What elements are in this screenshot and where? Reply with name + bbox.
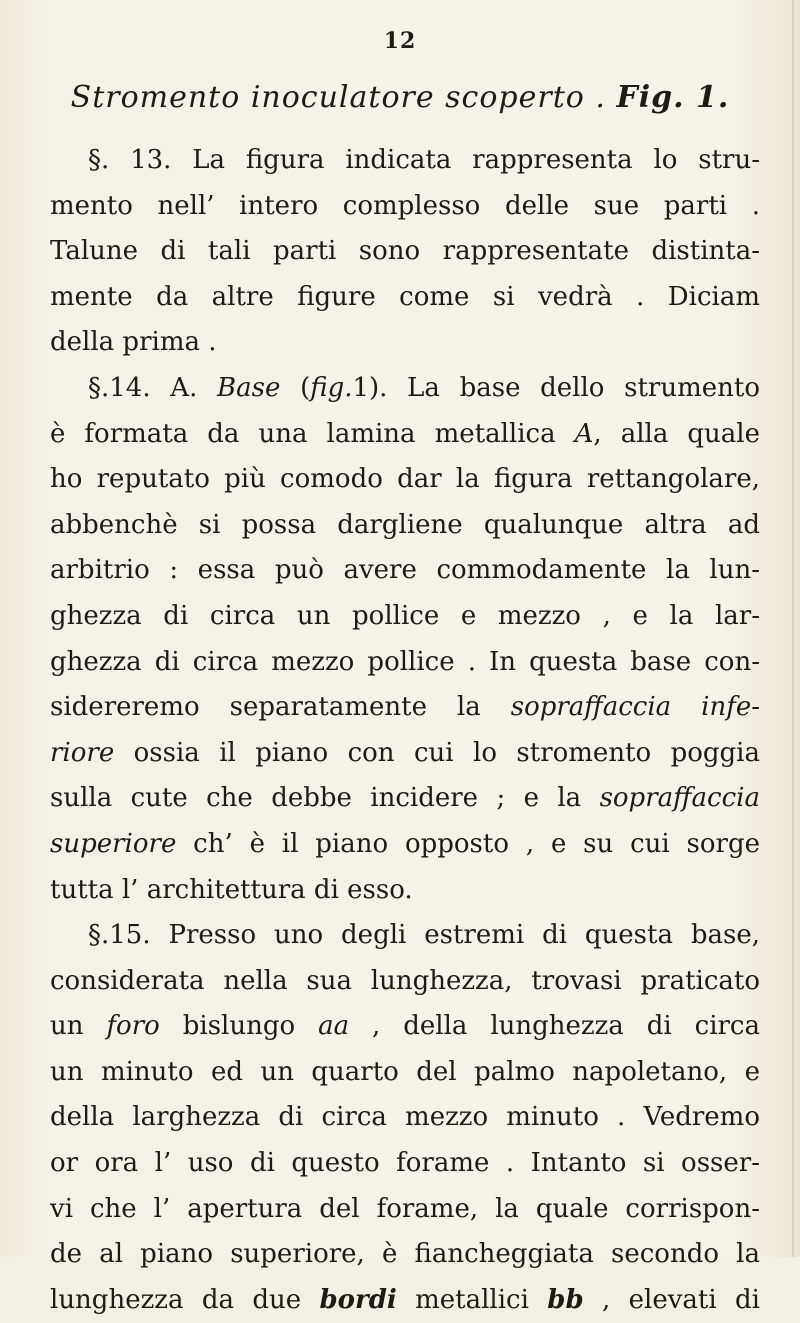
text-segment: mente da altre figure come si vedrà . Diciam [50,281,760,312]
emphasized-text: aa [318,1011,350,1042]
text-line [50,138,760,184]
text-segment: tutta l’ architettura di esso. [50,874,413,905]
text-segment: bislungo [159,1011,319,1042]
emphasized-text: superiore [50,828,177,859]
text-segment: ch’ è il piano opposto , e su cui sorge [176,828,760,859]
text-segment: §.15. Presso uno degli estremi di questa base, [88,920,760,951]
text-line [50,1232,760,1278]
text-line [50,1050,760,1096]
text-segment: considerata nella sua lunghezza, trovasi praticato [50,965,760,996]
text-line [50,776,760,822]
text-line [50,685,760,731]
text-line [50,1278,760,1323]
text-segment: sulla cute che debbe incidere ; e la [50,783,600,814]
body-text [50,138,760,1323]
heading-title: Stromento inoculatore scoperto . [70,80,617,115]
text-line [50,822,760,868]
text-line [50,1141,760,1187]
text-line [50,457,760,503]
text-segment: arbitrio : essa può avere commodamente la lun- [50,555,760,586]
emphasized-text: foro [106,1011,160,1042]
emphasized-text: riore [50,737,115,768]
text-line [50,868,760,914]
text-segment: ghezza di circa mezzo pollice . In questa base con- [50,646,760,677]
text-line [50,594,760,640]
section-heading [0,80,800,115]
text-segment: sidereremo separatamente la [50,692,511,723]
text-segment: vi che l’ apertura del forame, la quale corrispon- [50,1193,760,1224]
text-segment: abbenchè si possa dargliene qualunque altra ad [50,509,760,540]
text-segment: 1). La base dello strumento [352,372,760,403]
text-line [50,548,760,594]
text-segment: della larghezza di circa mezzo minuto . Vedremo [50,1102,760,1133]
text-segment: un minuto ed un quarto del palmo napoletano, e [50,1056,760,1087]
text-segment: ghezza di circa un pollice e mezzo , e la lar- [50,600,760,631]
text-line [50,959,760,1005]
text-line [50,1095,760,1141]
text-line [50,1187,760,1233]
text-line [50,184,760,230]
text-segment: or ora l’ uso di questo forame . Intanto si osser- [50,1148,760,1179]
emphasized-text: bb [547,1284,584,1315]
text-segment: Talune di tali parti sono rappresentate distinta- [50,236,760,267]
text-segment: è formata da una lamina metallica [50,418,575,449]
text-line [50,412,760,458]
text-segment: della prima . [50,327,217,358]
page-edge [792,0,794,1257]
text-segment: ho reputato più comodo dar la figura rettangolare, [50,464,760,495]
emphasized-text: Base [217,372,281,403]
text-line [50,1004,760,1050]
text-segment: metallici [396,1284,548,1315]
text-line [50,229,760,275]
emphasized-text: bordi [319,1284,397,1315]
text-segment: , elevati di [583,1284,760,1315]
text-segment: §.14. A. [88,372,218,403]
text-line [50,366,760,412]
text-segment: mento nell’ intero complesso delle sue parti . [50,190,760,221]
text-line [50,503,760,549]
text-segment: ( [280,372,311,403]
text-segment: , alla quale [593,418,760,449]
text-segment: un [50,1011,107,1042]
heading-fig-label: Fig. 1. [616,80,730,115]
emphasized-text: A [574,418,594,449]
text-segment: lunghezza da due [50,1284,320,1315]
text-line [50,320,760,366]
text-segment: §. 13. La figura indicata rappresenta lo stru- [88,145,760,175]
text-line [50,275,760,321]
page-number: 12 [383,28,417,54]
text-segment: ossia il piano con cui lo stromento poggia [114,737,760,768]
emphasized-text: sopraffaccia [599,783,760,814]
text-line [50,731,760,777]
emphasized-text: fig. [310,372,353,403]
emphasized-text: sopraffaccia infe- [510,692,760,723]
text-segment: de al piano superiore, è fiancheggiata secondo la [50,1239,760,1270]
text-line [50,913,760,959]
text-line [50,640,760,686]
text-segment: , della lunghezza di circa [349,1011,760,1042]
